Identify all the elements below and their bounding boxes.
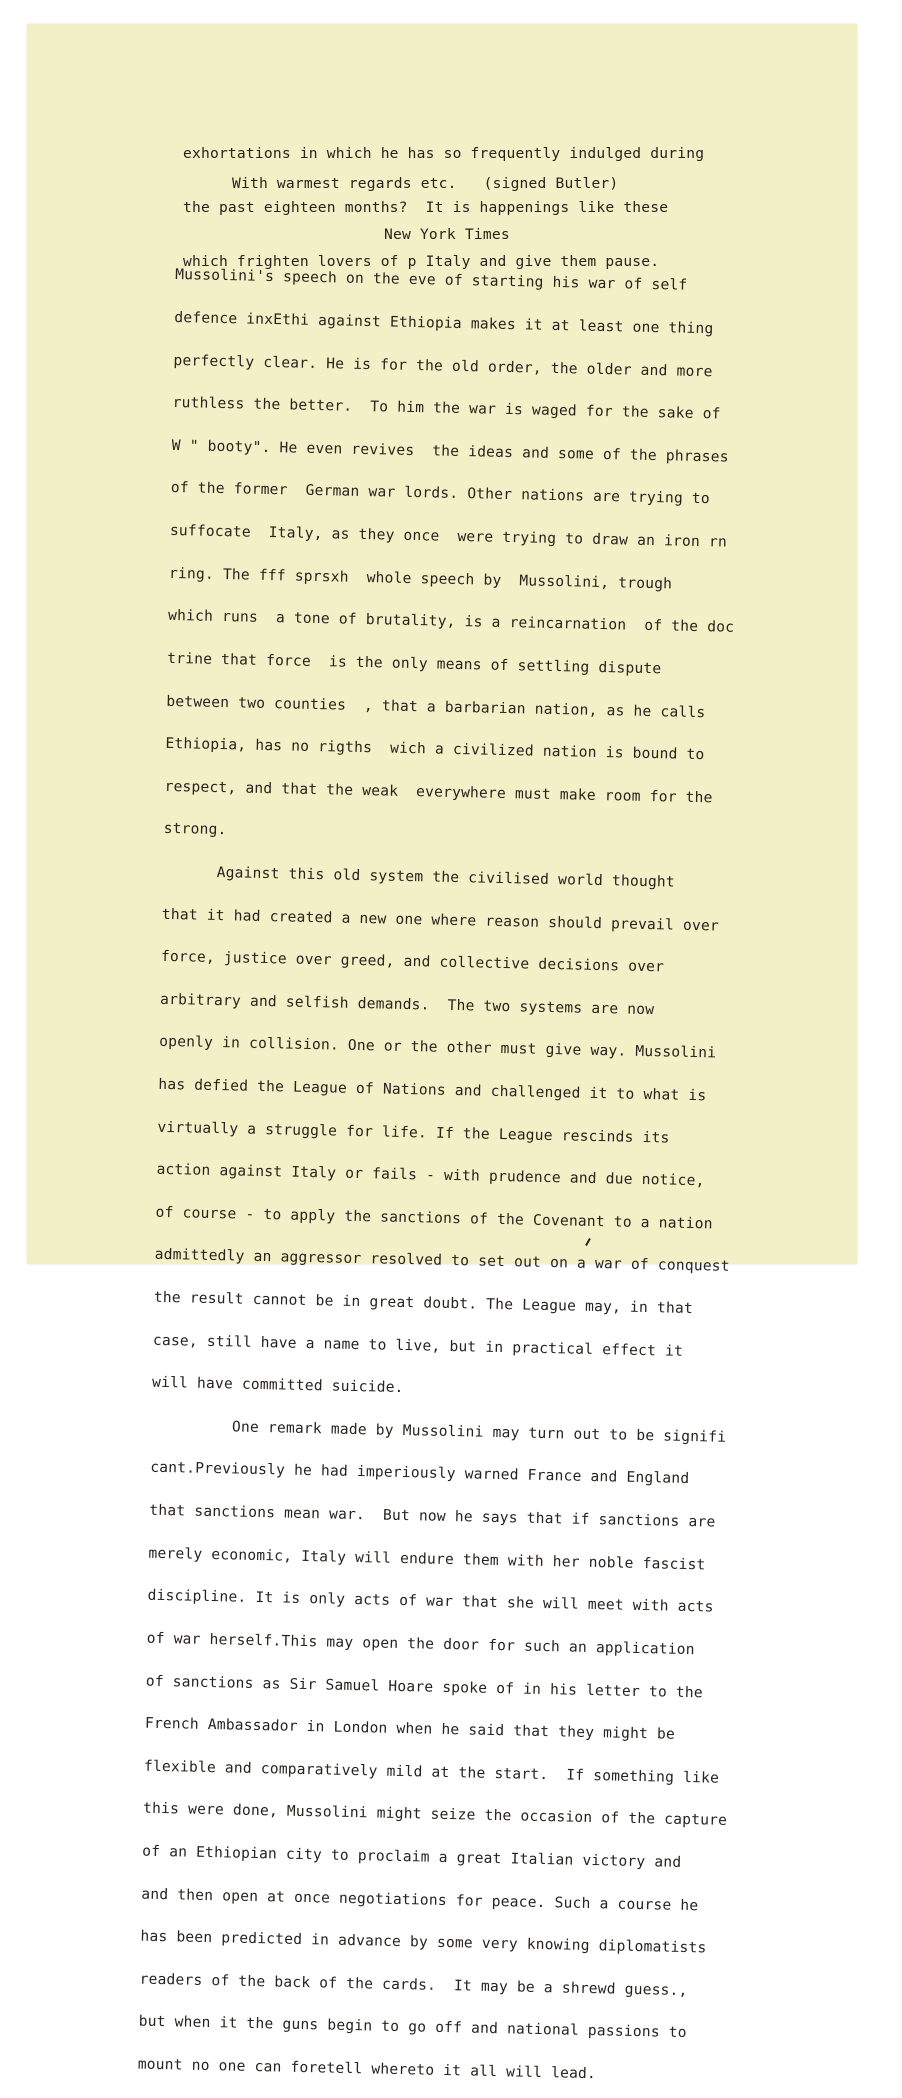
- text-line: that sanctions mean war. But now he says that if sanctions are: [149, 1501, 716, 1531]
- text-line: admittedly an aggressor resolved to set out on a war of conquest: [154, 1246, 730, 1276]
- text-line: action against Italy or fails - with prudence and due notice,: [156, 1161, 705, 1190]
- text-line: Ethiopia, has no rigths wich a civilized nation is bound to: [165, 735, 705, 764]
- text-line: defence inxEthi against Ethiopia makes it at least one thing: [174, 309, 714, 338]
- text-line: discipline. It is only acts of war that she will meet with acts: [147, 1587, 714, 1616]
- text-line: perfectly clear. He is for the old order, the older and more: [173, 351, 713, 380]
- text-line: French Ambassador in London when he said that they might be: [144, 1714, 676, 1743]
- text-line: exhortations in which he has so frequently indulged during: [183, 145, 705, 162]
- text-line: suffocate Italy, as they once were trying to draw an iron rn: [169, 522, 728, 551]
- text-line: which frighten lovers of p Italy and give them pause.: [183, 253, 660, 270]
- text-line: of sanctions as Sir Samuel Hoare spoke of in his letter to the: [145, 1672, 704, 1701]
- text-line: openly in collision. One or the other must give way. Mussolini: [159, 1033, 717, 1062]
- text-line: of course - to apply the sanctions of the Covenant to a nation: [155, 1203, 713, 1233]
- text-line: respect, and that the weak everywhere must make room for the: [164, 777, 713, 807]
- text-line: between two counties , that a barbarian nation, as he calls: [166, 692, 706, 721]
- text-line: arbitrary and selfish demands. The two systems are now: [159, 990, 655, 1018]
- text-line: force, justice over greed, and collective decisions over: [160, 948, 665, 976]
- text-line: case, still have a name to live, but in practical effect it: [152, 1331, 684, 1360]
- text-line: ring. The fff sprsxh whole speech by Mussolini, trough: [168, 564, 673, 593]
- text-line: strong.: [163, 820, 227, 839]
- article-body: [137, 240, 760, 2098]
- text-line: One remark made by Mussolini may turn out to be signifi: [150, 1416, 727, 1446]
- source-heading: New York Times: [384, 226, 510, 243]
- text-line: W " booty". He even revives the ideas and some of the phrases: [171, 436, 729, 466]
- text-line: merely economic, Italy will endure them with her noble fascist: [148, 1544, 706, 1574]
- text-line: ruthless the better. To him the war is waged for the sake of: [172, 394, 721, 423]
- closing-line: With warmest regards etc. (signed Butler): [232, 175, 619, 192]
- text-line: has been predicted in advance by some very knowing diplomatists: [140, 1927, 707, 1957]
- text-line: flexible and comparatively mild at the start. If something like: [143, 1757, 720, 1787]
- text-line: of the former German war lords. Other nations are trying to: [170, 479, 711, 508]
- text-line: that it had created a new one where reason should prevail over: [161, 905, 720, 935]
- text-line: but when it the guns begin to go off and national passions to: [138, 2013, 687, 2042]
- text-line: of an Ethiopian city to proclaim a great Italian victory and: [142, 1842, 682, 1871]
- text-line: trine that force is the only means of settling dispute: [167, 649, 662, 678]
- text-line: will have committed suicide.: [151, 1374, 404, 1397]
- text-line: the result cannot be in great doubt. The League may, in that: [153, 1288, 694, 1318]
- text-line: cant.Previously he had imperiously warned France and England: [150, 1459, 690, 1488]
- text-line: virtually a struggle for life. If the League rescinds its: [157, 1118, 670, 1147]
- text-line: mount no one can foretell whereto it all will lead.: [137, 2055, 597, 2083]
- text-line: of war herself.This may open the door for such an application: [146, 1629, 695, 1659]
- text-line: readers of the back of the cards. It may be a shrewd guess.,: [139, 1970, 688, 1999]
- text-line: this were done, Mussolini might seize the occasion of the capture: [142, 1800, 728, 1830]
- text-line: Mussolini's speech on the eve of starting his war of self: [175, 266, 688, 295]
- text-line: and then open at once negotiations for peace. Such a course he: [141, 1885, 699, 1914]
- text-line: has defied the League of Nations and challenged it to what is: [158, 1075, 707, 1105]
- text-line: the past eighteen months? It is happenings like these: [183, 199, 669, 216]
- text-line: which runs a tone of brutality, is a reincarnation of the doc: [167, 607, 735, 637]
- text-line: Against this old system the civilised world thought: [162, 862, 676, 891]
